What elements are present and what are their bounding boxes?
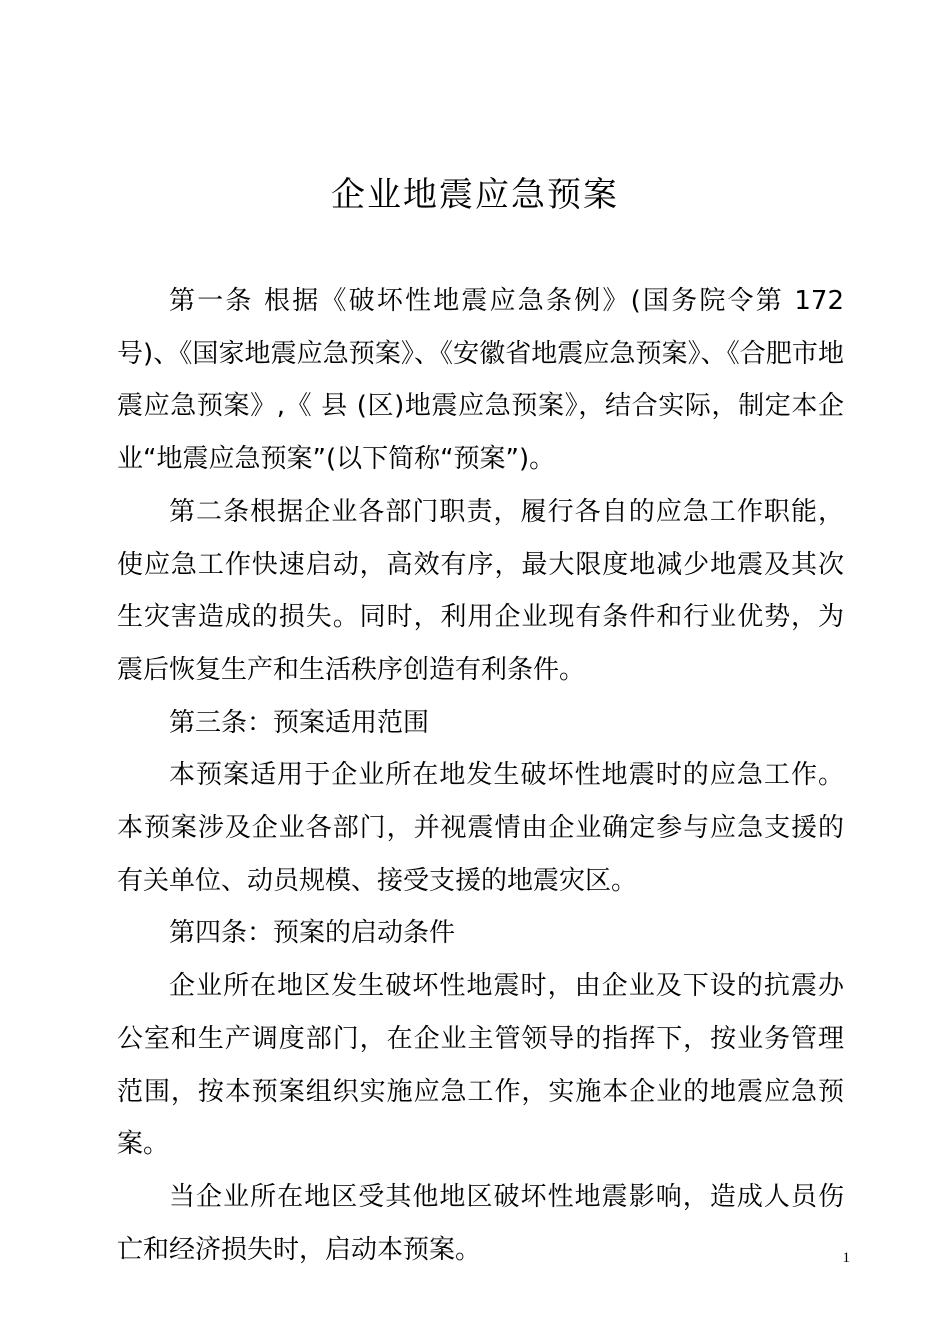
paragraph-article-2: 第二条根据企业各部门职责，履行各自的应急工作职能，使应急工作快速启动，高效有序，最大限度地减少地震及其次生灾害造成的损失。同时，利用企业现有条件和行业优势，为震后恢复生产和生活秩序创造有利条件。 xyxy=(117,496,844,685)
document-title: 企业地震应急预案 xyxy=(331,175,619,215)
paragraph-scope: 本预案适用于企业所在地发生破坏性地震时的应急工作。本预案涉及企业各部门，并视震情由企业确定参与应急支援的有关单位、动员规模、接受支援的地震灾区。 xyxy=(117,760,844,896)
document-body xyxy=(117,275,844,1276)
paragraph-activation-other: 当企业所在地区受其他地区破坏性地震影响，造成人员伤亡和经济损失时，启动本预案。 xyxy=(117,1181,844,1265)
page-number: 1 xyxy=(842,1250,850,1266)
paragraph-activation: 企业所在地区发生破坏性地震时，由企业及下设的抗震办公室和生产调度部门，在企业主管领导的指挥下，按业务管理范围，按本预案组织实施应急工作，实施本企业的地震应急预案。 xyxy=(117,971,844,1160)
heading-article-4: 第四条：预案的启动条件 xyxy=(169,918,456,949)
heading-article-3: 第三条：预案适用范围 xyxy=(169,707,430,738)
paragraph-article-1: 第一条 根据《破坏性地震应急条例》(国务院令第 172 号)、《国家地震应急预案》、《安徽省地震应急预案》、《合肥市地震应急预案》,《 县 (区)地震应急预案》，结合实际，制定本企业“地震应急预案”(以下简称“预案”)。 xyxy=(117,286,844,475)
